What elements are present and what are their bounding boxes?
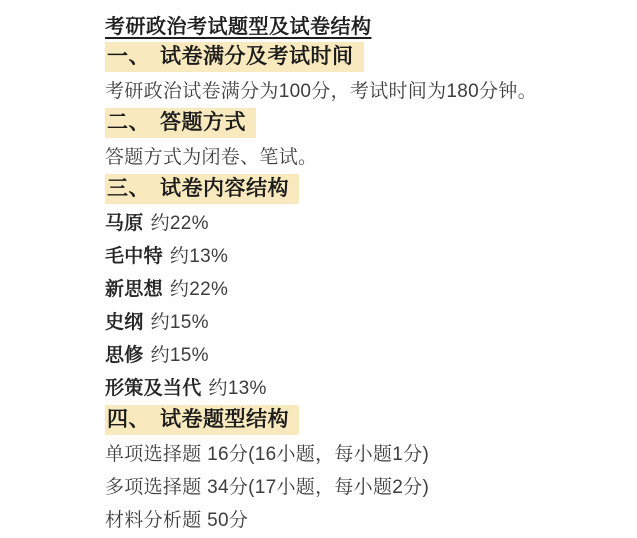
document-title: 考研政治考试题型及试卷结构	[105, 15, 372, 38]
content-item-row	[105, 304, 617, 337]
content-item-name: 史纲	[105, 312, 144, 333]
content-item-row	[105, 238, 617, 271]
content-item-value: 约22%	[150, 213, 209, 234]
section-2-heading	[105, 108, 256, 138]
content-item-name: 思修	[105, 345, 144, 366]
content-item-value: 约15%	[150, 345, 209, 366]
question-type-row	[105, 469, 617, 502]
content-item-value: 约22%	[169, 279, 229, 300]
section-1-heading-row	[105, 40, 617, 73]
section-2-paragraph: 答题方式为闭卷、笔试。	[105, 147, 318, 168]
section-1-heading-enum: 一、	[107, 44, 150, 68]
content-item-row	[105, 370, 617, 403]
section-2-paragraph-row	[105, 139, 617, 172]
section-3-heading-enum: 三、	[107, 176, 150, 200]
section-3-heading	[105, 174, 299, 204]
section-2-heading-text: 答题方式	[160, 110, 246, 134]
content-item-name: 马原	[105, 213, 144, 234]
section-4-heading	[105, 405, 299, 435]
section-4-heading-row	[105, 403, 617, 436]
content-item-row	[105, 205, 617, 238]
content-item-value: 约13%	[208, 378, 267, 399]
section-2-heading-row	[105, 106, 617, 139]
section-1-paragraph: 考研政治试卷满分为100分，考试时间为180分钟。	[105, 81, 537, 102]
question-type-text: 材料分析题 50分	[105, 510, 249, 531]
question-type-text: 多项选择题 34分(17小题，每小题2分)	[105, 477, 430, 498]
section-1-heading-text: 试卷满分及考试时间	[160, 44, 354, 68]
question-type-row	[105, 436, 617, 469]
content-item-value: 约15%	[150, 312, 209, 333]
content-item-name: 毛中特	[105, 246, 163, 267]
content-item-name: 新思想	[105, 279, 163, 300]
section-4-heading-enum: 四、	[107, 407, 150, 431]
title-row	[105, 8, 617, 40]
question-type-text: 单项选择题 16分(16小题，每小题1分)	[105, 444, 430, 465]
content-item-row	[105, 337, 617, 370]
section-3-heading-row	[105, 172, 617, 205]
content-item-value: 约13%	[169, 246, 229, 267]
content-item-name: 形策及当代	[105, 378, 202, 399]
question-type-row	[105, 502, 617, 535]
section-2-heading-enum: 二、	[107, 110, 150, 134]
section-4-heading-text: 试卷题型结构	[160, 407, 289, 431]
section-1-paragraph-row	[105, 73, 617, 106]
section-3-heading-text: 试卷内容结构	[160, 176, 289, 200]
section-1-heading	[105, 42, 364, 72]
content-item-row	[105, 271, 617, 304]
